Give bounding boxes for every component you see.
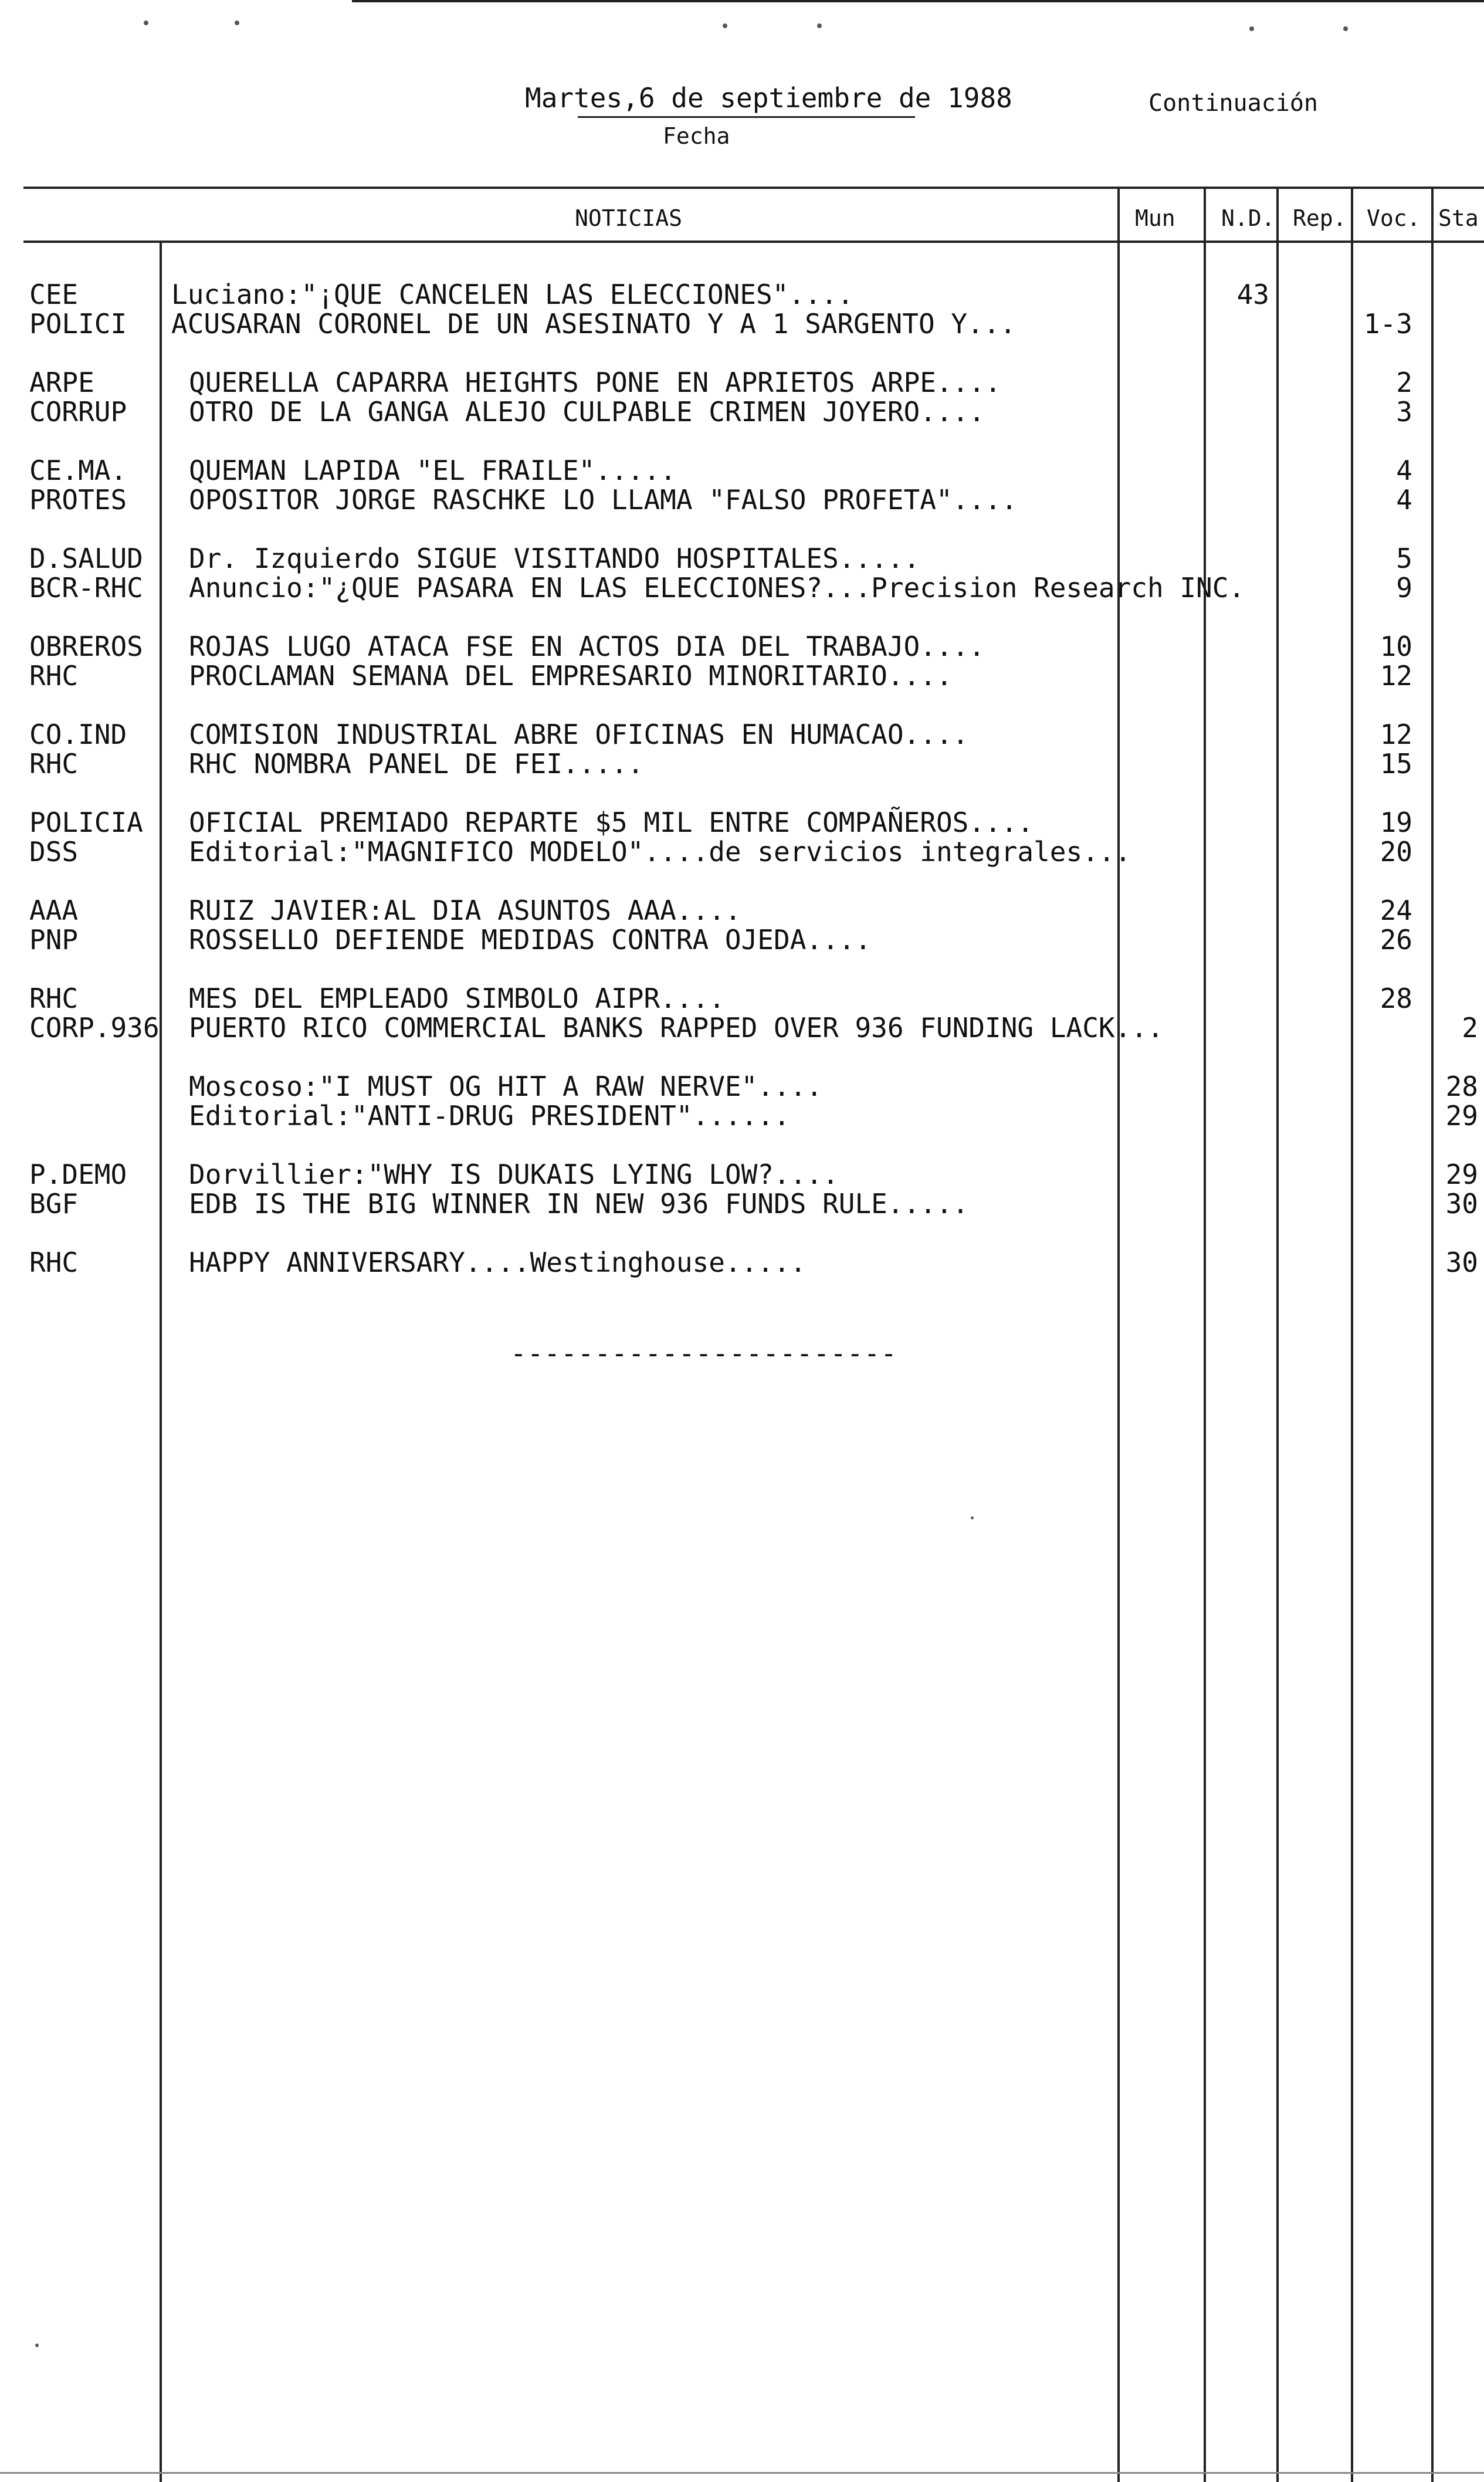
date-caption: Fecha — [663, 123, 730, 149]
row-headline: RUIZ JAVIER:AL DIA ASUNTOS AAA.... — [189, 895, 741, 926]
row-voc-page: 10 — [1380, 631, 1412, 662]
rep-column-divider — [1276, 187, 1279, 2482]
sta-column-divider — [1431, 187, 1434, 2482]
row-headline: Moscoso:"I MUST OG HIT A RAW NERVE".... — [189, 1071, 823, 1102]
row-sta-page: 28 — [1445, 1071, 1478, 1102]
row-voc-page: 12 — [1380, 719, 1412, 750]
row-section-tag: POLICIA — [29, 807, 143, 838]
row-headline: QUERELLA CAPARRA HEIGHTS PONE EN APRIETOS ARPE.... — [189, 367, 1001, 398]
row-voc-page: 1-3 — [1363, 308, 1412, 340]
header-nd: N.D. — [1221, 205, 1275, 231]
row-sta-page: 29 — [1445, 1159, 1478, 1190]
row-headline: RHC NOMBRA PANEL DE FEI..... — [189, 748, 644, 780]
row-headline: HAPPY ANNIVERSARY....Westinghouse..... — [189, 1247, 807, 1278]
scan-speck — [144, 21, 148, 25]
row-section-tag: BGF — [29, 1188, 79, 1220]
row-voc-page: 26 — [1380, 924, 1412, 956]
scan-speck — [971, 1516, 974, 1519]
row-section-tag: BCR-RHC — [29, 572, 143, 604]
end-separator: ----------------------- — [510, 1337, 897, 1369]
row-sta-page: 30 — [1445, 1247, 1478, 1278]
row-section-tag: POLICI — [29, 308, 127, 340]
row-voc-page: 2 — [1396, 367, 1412, 398]
row-headline: ROJAS LUGO ATACA FSE EN ACTOS DIA DEL TRABAJO.... — [189, 631, 985, 662]
scan-speck — [817, 23, 822, 28]
row-section-tag: CORP.936 — [29, 1012, 160, 1044]
row-headline: Dr. Izquierdo SIGUE VISITANDO HOSPITALES..... — [189, 543, 920, 574]
top-edge-line — [352, 0, 1484, 2]
row-voc-page: 24 — [1380, 895, 1412, 926]
row-headline: PUERTO RICO COMMERCIAL BANKS RAPPED OVER 936 FUNDING LACK... — [189, 1012, 1164, 1044]
bottom-edge-line — [0, 2472, 1484, 2474]
report-date: Martes,6 de septiembre de 1988 — [525, 82, 1012, 114]
table-top-rule — [23, 187, 1484, 189]
row-section-tag: AAA — [29, 895, 79, 926]
scan-speck — [723, 23, 727, 28]
row-headline: Editorial:"ANTI-DRUG PRESIDENT"...... — [189, 1100, 790, 1132]
row-headline: OFICIAL PREMIADO REPARTE $5 MIL ENTRE COMPAÑEROS.... — [189, 807, 1034, 838]
row-voc-page: 5 — [1396, 543, 1412, 574]
row-voc-page: 19 — [1380, 807, 1412, 838]
header-sta: Sta — [1438, 205, 1479, 231]
row-section-tag: CORRUP — [29, 396, 127, 428]
row-headline: EDB IS THE BIG WINNER IN NEW 936 FUNDS RULE..... — [189, 1188, 969, 1220]
row-headline: Editorial:"MAGNIFICO MODELO"....de servicios integrales... — [189, 836, 1131, 868]
row-section-tag: P.DEMO — [29, 1159, 127, 1190]
header-rep: Rep. — [1293, 205, 1347, 231]
row-headline: PROCLAMAN SEMANA DEL EMPRESARIO MINORITARIO.... — [189, 660, 953, 692]
row-headline: OTRO DE LA GANGA ALEJO CULPABLE CRIMEN JOYERO.... — [189, 396, 985, 428]
row-section-tag: PNP — [29, 924, 79, 956]
row-section-tag: CO.IND — [29, 719, 127, 750]
row-sta-page: 2 — [1462, 1012, 1478, 1044]
row-headline: COMISION INDUSTRIAL ABRE OFICINAS EN HUMACAO.... — [189, 719, 969, 750]
row-section-tag: RHC — [29, 983, 79, 1014]
scan-speck — [235, 21, 239, 25]
header-news: NOTICIAS — [575, 205, 683, 231]
row-voc-page: 28 — [1380, 983, 1412, 1014]
row-section-tag: RHC — [29, 660, 79, 692]
row-section-tag: CE.MA. — [29, 455, 127, 486]
row-voc-page: 4 — [1396, 455, 1412, 486]
row-section-tag: RHC — [29, 1247, 79, 1278]
row-voc-page: 12 — [1380, 660, 1412, 692]
row-sta-page: 30 — [1445, 1188, 1478, 1220]
row-nd-page: 43 — [1236, 279, 1269, 310]
row-section-tag: OBREROS — [29, 631, 143, 662]
row-voc-page: 3 — [1396, 396, 1412, 428]
row-voc-page: 20 — [1380, 836, 1412, 868]
tag-column-divider — [160, 242, 162, 2482]
row-section-tag: DSS — [29, 836, 79, 868]
header-mun: Mun — [1135, 205, 1175, 231]
row-section-tag: D.SALUD — [29, 543, 143, 574]
continuation-label: Continuación — [1148, 90, 1318, 117]
row-headline: ACUSARAN CORONEL DE UN ASESINATO Y A 1 SARGENTO Y... — [171, 308, 1017, 340]
row-section-tag: PROTES — [29, 484, 127, 516]
row-headline: MES DEL EMPLEADO SIMBOLO AIPR.... — [189, 983, 725, 1014]
scan-speck — [35, 2344, 39, 2347]
row-headline: OPOSITOR JORGE RASCHKE LO LLAMA "FALSO PROFETA".... — [189, 484, 1018, 516]
row-headline: Anuncio:"¿QUE PASARA EN LAS ELECCIONES?...Precision Research INC. — [189, 572, 1245, 604]
nd-column-divider — [1204, 187, 1206, 2482]
scan-speck — [1343, 26, 1348, 31]
scan-speck — [1249, 26, 1254, 31]
table-header-rule — [23, 241, 1484, 243]
row-section-tag: RHC — [29, 748, 79, 780]
row-headline: Dorvillier:"WHY IS DUKAIS LYING LOW?.... — [189, 1159, 839, 1190]
row-sta-page: 29 — [1445, 1100, 1478, 1132]
voc-column-divider — [1351, 187, 1353, 2482]
row-voc-page: 9 — [1396, 572, 1412, 604]
row-section-tag: ARPE — [29, 367, 94, 398]
row-voc-page: 15 — [1380, 748, 1412, 780]
row-section-tag: CEE — [29, 279, 79, 310]
header-voc: Voc. — [1367, 205, 1421, 231]
row-headline: Luciano:"¡QUE CANCELEN LAS ELECCIONES".... — [171, 279, 854, 310]
date-underline — [578, 116, 915, 118]
mun-column-divider — [1117, 187, 1120, 2482]
row-headline: ROSSELLO DEFIENDE MEDIDAS CONTRA OJEDA.... — [189, 924, 872, 956]
row-voc-page: 4 — [1396, 484, 1412, 516]
row-headline: QUEMAN LAPIDA "EL FRAILE"..... — [189, 455, 676, 486]
